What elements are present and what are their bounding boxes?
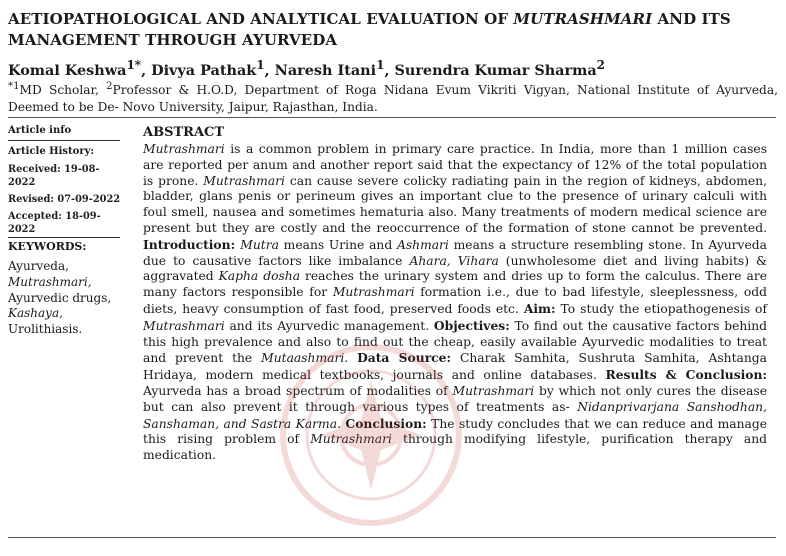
header-divider: [8, 117, 776, 118]
abstract-italic-term: Mutrashmari: [143, 142, 225, 156]
abstract-italic-term: Mutrashmari: [452, 383, 535, 398]
abstract-italic-term: Mutra: [240, 237, 279, 252]
abstract-text: formation i.e., due to bad lifestyle, sleeplessness, odd diets, heavy consumption of fast food, preserved foods etc.: [143, 285, 767, 316]
divider: [8, 140, 120, 141]
abstract-subheading: Data Source:: [357, 350, 452, 366]
abstract-subheading: Objectives:: [433, 317, 510, 333]
abstract-text: (unwholesome diet and living habits) & aggravated: [143, 253, 767, 284]
keyword: Urolithiasis.: [8, 322, 83, 337]
author: Divya Pathak$^1$: [151, 58, 265, 79]
abstract-subheading: Introduction:: [143, 236, 241, 252]
keywords-label: KEYWORDS:: [8, 240, 87, 253]
abstract-italic-term: Ashmari: [396, 237, 449, 252]
abstract-subheading: Conclusion:: [345, 415, 427, 431]
keyword: Ayurvedic drugs,: [8, 290, 112, 305]
abstract-italic-term: Mutrashmari: [332, 285, 415, 300]
author-list: Komal Keshwa$^{1*}$, Divya Pathak$^1$, Naresh Itani$^1$, Surendra Kumar Sharma$^2$: [8, 58, 606, 79]
title-italic-term: MUTRASHMARI: [513, 10, 653, 28]
abstract-italic-term: Ahara, Vihara: [409, 253, 499, 268]
accepted-date: Accepted: 18-09-2022: [8, 211, 101, 235]
abstract-italic-term: Kapha dosha: [218, 269, 301, 284]
article-history-label: Article History:: [8, 146, 95, 157]
title-text: AETIOPATHOLOGICAL AND ANALYTICAL EVALUATION OF: [8, 10, 514, 28]
abstract-italic-term: Mutrashmari: [310, 432, 392, 447]
title-text-end: AND ITS MANAGEMENT THROUGH AYURVEDA: [8, 10, 731, 49]
abstract-italic-term: Mutaashmari: [261, 351, 345, 366]
abstract-text: Charak Samhita, Sushruta Samhita, Ashtanga Hridaya, modern medical textbooks, journals and online databases.: [143, 351, 767, 383]
keyword: Kashaya,: [8, 306, 63, 321]
divider: [8, 237, 120, 238]
abstract-heading: ABSTRACT: [143, 125, 225, 140]
received-date: Received: 19-08-2022: [8, 164, 100, 188]
abstract-text: and its Ayurvedic management.: [224, 318, 434, 333]
abstract-text: by which not only cures the disease but can also prevent it through various types of treatments as-: [143, 383, 767, 414]
abstract-body: [143, 142, 767, 464]
abstract-section: [143, 124, 767, 464]
abstract-text: means Urine and: [278, 237, 397, 252]
abstract-text: is a common problem in primary care practice. In India, more than 1 million cases are reported per anum and another report said that the expectancy of 12% of the total population is prone.: [143, 142, 767, 188]
author: Surendra Kumar Sharma$^2$: [394, 58, 606, 79]
abstract-text: can cause severe colicky radiating pain in the region of kidneys, abdomen, bladder, glans penis or perineum gives an important clue to the presence of urinary calculi with foul smell, nausea and sometimes hematuria also. Many treatments of modern medical science are present but they are costly and the reoccurrence of the formation of stone cannot be prevented.: [143, 173, 768, 235]
abstract-subheading: Aim:: [523, 300, 556, 316]
paper-title: [8, 9, 778, 51]
abstract-text: The study concludes that we can reduce and manage this rising problem of: [143, 416, 768, 447]
abstract-italic-term: Nidanprivarjana Sanshodhan, Sanshaman, and Sastra Karma: [143, 399, 768, 431]
keyword: Mutrashmari,: [8, 274, 92, 289]
author: Naresh Itani$^1$: [274, 58, 385, 79]
abstract-text: reaches the urinary system and dries up to form the calculus. There are many factors responsible for: [143, 269, 768, 300]
abstract-italic-term: Mutrashmari: [203, 173, 285, 188]
article-info-sidebar: [8, 124, 124, 338]
abstract-italic-term: Mutrashmari: [143, 318, 225, 333]
keyword: Ayurveda,: [8, 259, 69, 273]
abstract-text: means a structure resembling stone. In Ayurveda due to causative factors like imbalance: [143, 237, 767, 268]
article-info-label: Article info: [8, 125, 72, 136]
affiliation: $^{*1}$MD Scholar, $^2$Professor & H.O.D, Department of Roga Nidana Evum Vikriti Vigyan, National Institute of Ayurveda, Deemed to be De- Novo University, Jaipur, Rajasthan, India.: [8, 81, 778, 115]
abstract-text: To find out the causative factors behind this high prevalence and also to find out the cheap, easily available Ayurvedic modalities to treat and prevent the: [143, 318, 767, 366]
author: Komal Keshwa$^{1*}$: [8, 58, 142, 79]
abstract-text: .: [344, 351, 358, 366]
abstract-text: Ayurveda has a broad spectrum of modalities of: [143, 383, 453, 398]
keywords-list: [8, 259, 124, 338]
abstract-text: .: [337, 416, 346, 431]
abstract-subheading: Results & Conclusion:: [605, 367, 767, 383]
revised-date: Revised: 07-09-2022: [8, 194, 121, 205]
abstract-text: To study the etiopathogenesis of: [555, 301, 768, 316]
footer-divider: [8, 537, 776, 538]
abstract-text: through modifying lifestyle, purification therapy and medication.: [143, 432, 768, 463]
